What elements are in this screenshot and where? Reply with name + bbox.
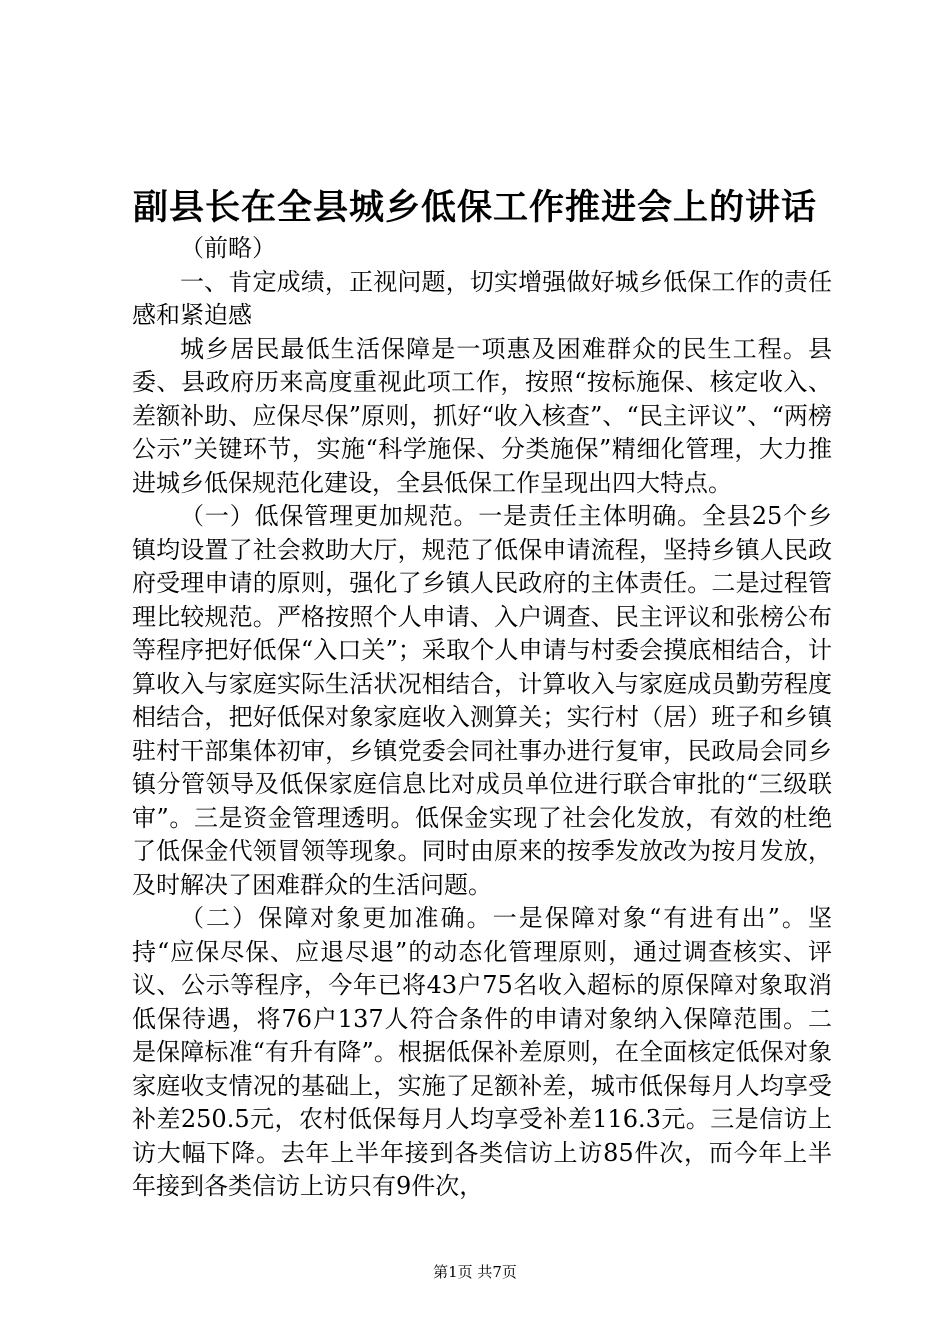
section-heading-1: 一、肯定成绩，正视问题，切实增强做好城乡低保工作的责任感和紧迫感 <box>132 267 832 329</box>
body-paragraph: 城乡居民最低生活保障是一项惠及困难群众的民生工程。县委、县政府历来高度重视此项工作，按照“按标施保、核定收入、差额补助、应保尽保”原则，抓好“收入核查”、“民主评议”、“两榜公示”关键环节，实施“科学施保、分类施保”精细化管理，大力推进城乡低保规范化建设，全县低保工作呈现出四大特点。 <box>132 334 832 497</box>
preface-paragraph: （前略） <box>180 234 276 262</box>
body-paragraph: （二）保障对象更加准确。一是保障对象“有进有出”。坚持“应保尽保、应退尽退”的动态化管理原则，通过调查核实、评议、公示等程序，今年已将43户75名收入超标的原保障对象取消低保待遇，将76户137人符合条件的申请对象纳入保障范围。二是保障标准“有升有降”。根据低保补差原则，在全面核定低保对象家庭收支情况的基础上，实施了足额补差，城市低保每月人均享受补差250.5元，农村低保每月人均享受补差116.3元。三是信访上访大幅下降。去年上半年接到各类信访上访85件次，而今年上半年接到各类信访上访只有9件次， <box>132 904 832 1200</box>
document-title: 副县长在全县城乡低保工作推进会上的讲话 <box>132 187 817 228</box>
document-body <box>132 232 832 1204</box>
body-paragraph: （一）低保管理更加规范。一是责任主体明确。全县25个乡镇均设置了社会救助大厅，规范了低保申请流程，坚持乡镇人民政府受理申请的原则，强化了乡镇人民政府的主体责任。二是过程管理比较规范。严格按照个人申请、入户调查、民主评议和张榜公布等程序把好低保“入口关”；采取个人申请与村委会摸底相结合，计算收入与家庭实际生活状况相结合，计算收入与家庭成员勤劳程度相结合，把好低保对象家庭收入测算关；实行村（居）班子和乡镇驻村干部集体初审，乡镇党委会同社事办进行复审，民政局会同乡镇分管领导及低保家庭信息比对成员单位进行联合审批的“三级联审”。三是资金管理透明。低保金实现了社会化发放，有效的杜绝了低保金代领冒领等现象。同时由原来的按季发放改为按月发放，及时解决了困难群众的生活问题。 <box>132 502 832 899</box>
page-number-footer: 第1页 共7页 <box>433 1263 517 1281</box>
